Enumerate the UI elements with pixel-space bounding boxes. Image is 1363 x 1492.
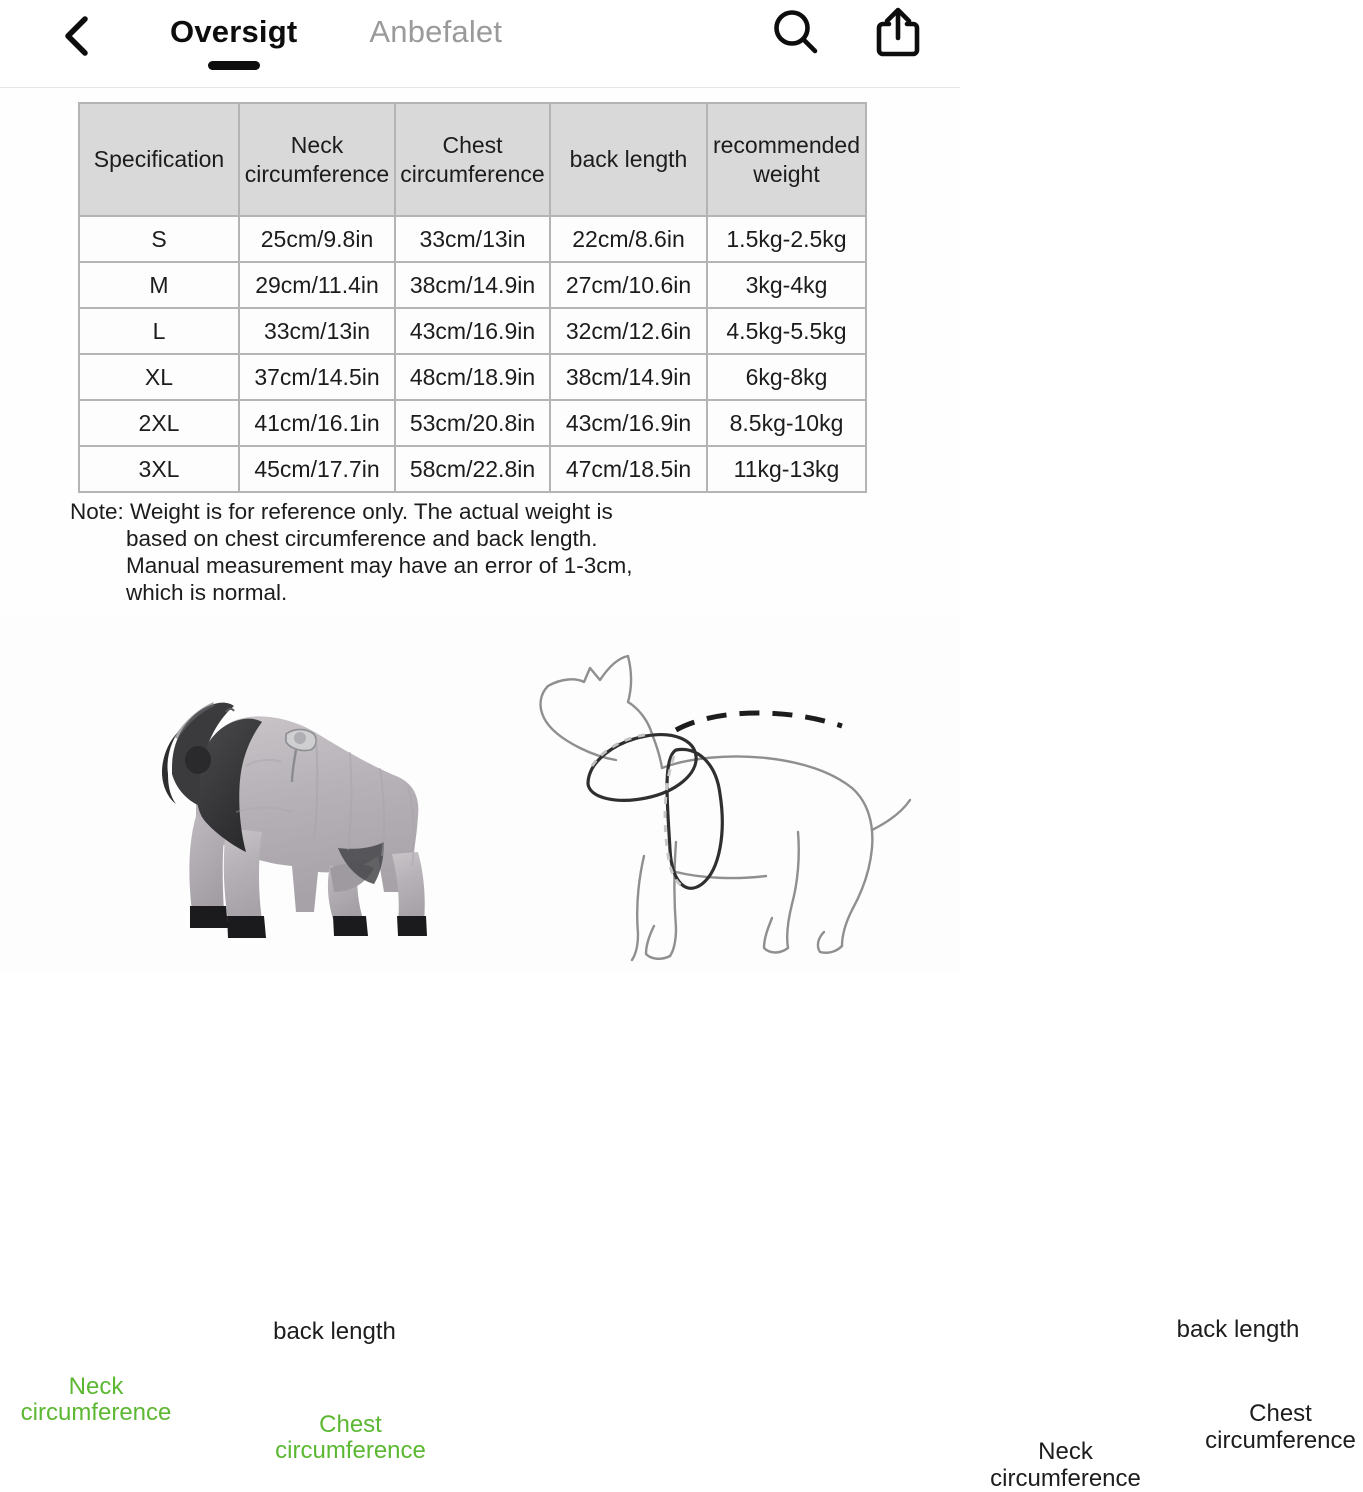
size-note	[70, 498, 690, 606]
search-button[interactable]	[768, 6, 824, 64]
share-button[interactable]	[870, 6, 926, 64]
top-navigation-bar	[0, 0, 960, 88]
note-line-1: Note: Weight is for reference only. The actual weight is	[70, 499, 613, 524]
cell-neck: 29cm/11.4in	[239, 262, 395, 308]
header-chest-circumference: Chest circumference	[395, 103, 550, 216]
chevron-left-icon	[60, 14, 94, 58]
label-chest-circumference-right: Chest circumference	[1205, 1400, 1356, 1454]
cell-back: 32cm/12.6in	[550, 308, 707, 354]
cell-spec: XL	[79, 354, 239, 400]
header-neck-circumference: Neck circumference	[239, 103, 395, 216]
header-recommended-weight: recommended weight	[707, 103, 866, 216]
tab-oversigt[interactable]	[170, 0, 297, 70]
label-back-length-left: back length	[273, 1318, 396, 1345]
note-line-3: Manual measurement may have an error of 1-3cm,	[126, 553, 633, 578]
label-chest-circumference-left: Chest circumference	[275, 1411, 426, 1464]
tab-bar	[170, 0, 502, 80]
table-row	[79, 400, 866, 446]
header-specification: Specification	[79, 103, 239, 216]
cell-spec: M	[79, 262, 239, 308]
cell-chest: 53cm/20.8in	[395, 400, 550, 446]
cell-chest: 33cm/13in	[395, 216, 550, 262]
share-icon	[873, 6, 923, 65]
cell-spec: L	[79, 308, 239, 354]
cell-weight: 6kg-8kg	[707, 354, 866, 400]
cell-neck: 25cm/9.8in	[239, 216, 395, 262]
cell-neck: 45cm/17.7in	[239, 446, 395, 492]
size-chart-table	[78, 102, 867, 493]
note-line-4: which is normal.	[126, 580, 288, 605]
dog-jumpsuit-photo	[0, 616, 480, 1464]
table-header	[79, 103, 866, 216]
cell-chest: 43cm/16.9in	[395, 308, 550, 354]
note-line-2: based on chest circumference and back length.	[126, 526, 598, 551]
tab-oversigt-label: Oversigt	[170, 14, 298, 49]
header-back-length: back length	[550, 103, 707, 216]
back-button[interactable]	[46, 8, 108, 64]
table-row	[79, 354, 866, 400]
dog-measurement-diagram	[480, 616, 1356, 1492]
tab-anbefalet[interactable]	[369, 0, 502, 70]
cell-chest: 38cm/14.9in	[395, 262, 550, 308]
cell-back: 27cm/10.6in	[550, 262, 707, 308]
table-row	[79, 446, 866, 492]
cell-chest: 58cm/22.8in	[395, 446, 550, 492]
cell-back: 22cm/8.6in	[550, 216, 707, 262]
table-row	[79, 216, 866, 262]
table-row	[79, 262, 866, 308]
cell-spec: 3XL	[79, 446, 239, 492]
label-back-length-right: back length	[1176, 1316, 1300, 1343]
cell-back: 38cm/14.9in	[550, 354, 707, 400]
active-tab-indicator	[208, 61, 260, 70]
measurement-illustrations	[0, 616, 1356, 1492]
cell-neck: 41cm/16.1in	[239, 400, 395, 446]
cell-spec: S	[79, 216, 239, 262]
cell-weight: 1.5kg-2.5kg	[707, 216, 866, 262]
cell-weight: 11kg-13kg	[707, 446, 866, 492]
cell-back: 47cm/18.5in	[550, 446, 707, 492]
table-row	[79, 308, 866, 354]
cell-neck: 37cm/14.5in	[239, 354, 395, 400]
table-header-row	[79, 103, 866, 216]
cell-back: 43cm/16.9in	[550, 400, 707, 446]
cell-spec: 2XL	[79, 400, 239, 446]
label-neck-circumference-left: Neck circumference	[20, 1373, 172, 1426]
cell-weight: 4.5kg-5.5kg	[707, 308, 866, 354]
cell-weight: 3kg-4kg	[707, 262, 866, 308]
content-area	[0, 88, 1356, 1492]
tab-anbefalet-label: Anbefalet	[369, 14, 503, 49]
table-body	[79, 216, 866, 492]
label-neck-circumference-right: Neck circumference	[990, 1438, 1141, 1492]
nav-action-group	[768, 6, 926, 64]
cell-chest: 48cm/18.9in	[395, 354, 550, 400]
cell-neck: 33cm/13in	[239, 308, 395, 354]
cell-weight: 8.5kg-10kg	[707, 400, 866, 446]
search-icon	[770, 7, 822, 64]
